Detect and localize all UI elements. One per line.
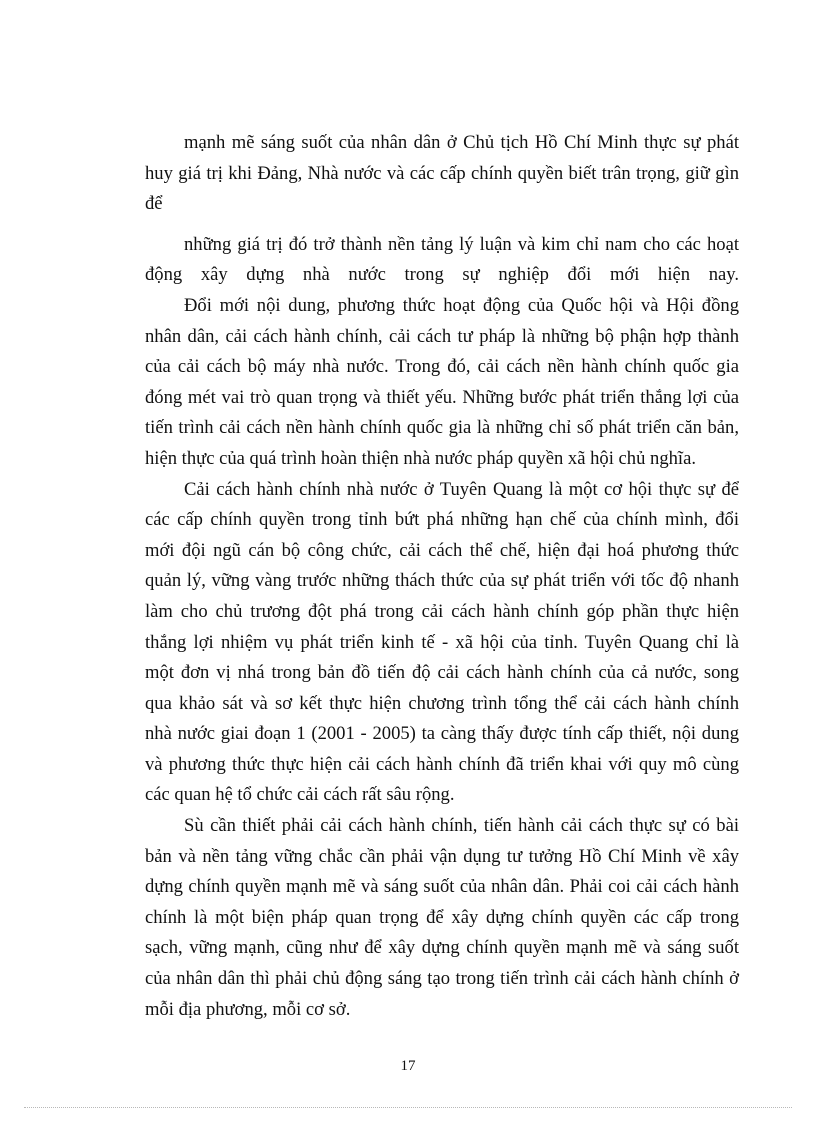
text-line: các quan hệ tổ chức cải cách rất sâu rộng. <box>145 784 455 806</box>
text-line: sạch, vững mạnh, cũng như để xây dựng chính quyền mạnh mẽ và sáng suốt <box>145 937 739 959</box>
text-line: hiện thực của quá trình hoàn thiện nhà nước pháp quyền xã hội chủ nghĩa. <box>145 447 696 469</box>
text-line: để <box>145 193 163 215</box>
text-line: các cấp chính quyền trong tỉnh bứt phá những hạn chế của chính mình, đổi <box>145 509 739 531</box>
text-line: quản lý, vững vàng trước những thách thức của sự phát triển với tốc độ nhanh <box>145 570 739 592</box>
text-line: tiến trình cải cách nền hành chính quốc gia là những chỉ số phát triển căn bản, <box>145 417 739 439</box>
text-line: Đổi mới nội dung, phương thức hoạt động của Quốc hội và Hội đồng <box>184 294 739 316</box>
text-line: một đơn vị nhá trong bản đồ tiến độ cải cách hành chính của cả nước, song <box>145 662 739 684</box>
text-line: huy giá trị khi Đảng, Nhà nước và các cấp chính quyền biết trân trọng, giữ gìn <box>145 162 739 184</box>
text-line: của cải cách bộ máy nhà nước. Trong đó, cải cách nền hành chính quốc gia <box>145 356 739 378</box>
text-line: động xây dựng nhà nước trong sự nghiệp đổi mới hiện nay. <box>145 264 739 286</box>
text-line: bản và nền tảng vững chắc cần phải vận dụng tư tưởng Hồ Chí Minh về xây <box>145 845 739 867</box>
page-number: 17 <box>400 1058 416 1074</box>
text-line: Cải cách hành chính nhà nước ở Tuyên Quang là một cơ hội thực sự để <box>184 478 739 500</box>
text-line: và phương thức thực hiện cải cách hành chính đã triển khai với quy mô cùng <box>145 753 739 775</box>
text-line: dựng chính quyền mạnh mẽ và sáng suốt của nhân dân. Phải coi cải cách hành <box>145 876 739 898</box>
body-text <box>145 128 739 1025</box>
text-line: đóng mét vai trò quan trọng và thiết yếu. Những bước phát triển thắng lợi của <box>145 386 739 408</box>
text-line: mỗi địa phương, mỗi cơ sở. <box>145 998 351 1020</box>
text-line: qua khảo sát và sơ kết thực hiện chương trình tổng thể cải cách hành chính <box>145 692 739 714</box>
text-line: nhân dân, cải cách hành chính, cải cách tư pháp là những bộ phận hợp thành <box>145 325 739 347</box>
text-line: của nhân dân thì phải chủ động sáng tạo trong tiến trình cải cách hành chính ở <box>145 968 739 990</box>
text-line: thắng lợi nhiệm vụ phát triển kinh tế - xã hội của tỉnh. Tuyên Quang chỉ là <box>145 631 739 653</box>
text-line: những giá trị đó trở thành nền tảng lý luận và kim chỉ nam cho các hoạt <box>184 233 739 255</box>
text-line: nhà nước giai đoạn 1 (2001 - 2005) ta càng thấy được tính cấp thiết, nội dung <box>145 723 739 745</box>
text-line: mới đội ngũ cán bộ công chức, cải cách thể chế, hiện đại hoá phương thức <box>145 539 739 561</box>
text-line: làm cho chủ trương đột phá trong cải cách hành chính góp phần thực hiện <box>145 600 739 622</box>
text-line: chính là một biện pháp quan trọng để xây dựng chính quyền các cấp trong <box>145 906 739 928</box>
text-line: Sù cần thiết phải cải cách hành chính, tiến hành cải cách thực sự có bài <box>184 815 739 837</box>
text-line: mạnh mẽ sáng suốt của nhân dân ở Chủ tịch Hồ Chí Minh thực sự phát <box>184 132 739 153</box>
footer-divider <box>24 1107 792 1108</box>
